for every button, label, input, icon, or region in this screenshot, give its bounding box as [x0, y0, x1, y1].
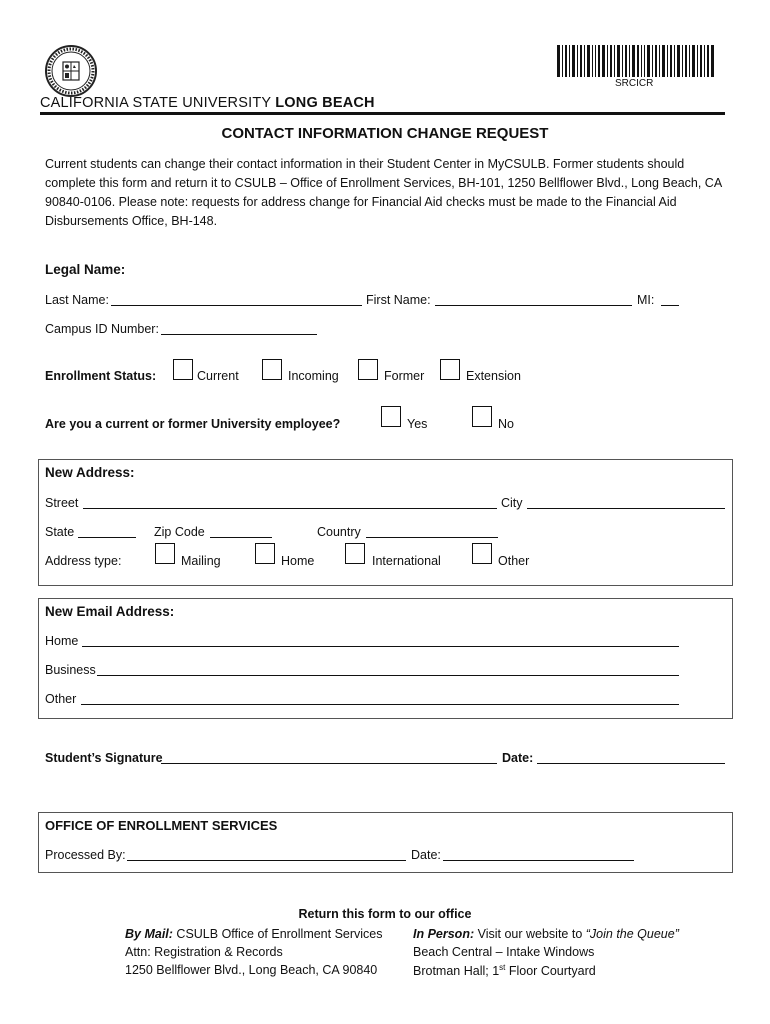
office-heading: OFFICE OF ENROLLMENT SERVICES: [45, 818, 278, 833]
last-name-field[interactable]: [111, 293, 362, 306]
mail-label: By Mail:: [125, 927, 173, 941]
address-type-label: Address type:: [45, 554, 122, 568]
university-seal: [45, 45, 97, 97]
university-name-regular: CALIFORNIA STATE UNIVERSITY: [40, 95, 276, 111]
intro-line-2: complete this form and return it to CSULB – Office of Enrollment Services, BH-101, 1250 Bellflower Blvd., Long Beach, CA: [45, 176, 723, 190]
enrollment-extension-label: Extension: [466, 369, 521, 383]
address-type-other-checkbox[interactable]: [472, 543, 492, 564]
enrollment-incoming-checkbox[interactable]: [262, 359, 282, 380]
signature-date-label: Date:: [502, 751, 534, 765]
processed-by-field[interactable]: [127, 848, 406, 861]
office-date-label: Date:: [411, 848, 441, 862]
enrollment-incoming-label: Incoming: [288, 369, 339, 383]
return-heading: Return this form to our office: [298, 907, 472, 921]
person-line-3: [413, 963, 596, 978]
campus-id-field[interactable]: [161, 322, 317, 335]
new-address-heading: New Address:: [45, 465, 135, 480]
email-home-label: Home: [45, 634, 79, 648]
person-line-2: Beach Central – Intake Windows: [413, 945, 595, 959]
address-type-home-label: Home: [281, 554, 315, 568]
zip-label: Zip Code: [154, 525, 205, 539]
person-line-3a: Brotman Hall; 1: [413, 964, 500, 979]
email-home-field[interactable]: [82, 634, 679, 647]
address-type-home-checkbox[interactable]: [255, 543, 275, 564]
header-rule: [40, 112, 725, 115]
mi-field[interactable]: [661, 293, 679, 306]
intro-line-3: 90840-0106. Please note: requests for address change for Financial Aid checks must be made to the Financial Aid: [45, 195, 677, 209]
signature-field[interactable]: [161, 751, 497, 764]
enrollment-status-label: Enrollment Status:: [45, 369, 157, 383]
office-date-field[interactable]: [443, 848, 634, 861]
address-type-international-checkbox[interactable]: [345, 543, 365, 564]
country-field[interactable]: [366, 525, 498, 538]
enrollment-current-label: Current: [197, 369, 239, 383]
enrollment-former-checkbox[interactable]: [358, 359, 378, 380]
enrollment-extension-checkbox[interactable]: [440, 359, 460, 380]
university-name-bold: LONG BEACH: [275, 95, 375, 111]
employee-question: Are you a current or former University employee?: [45, 417, 341, 431]
employee-no-checkbox[interactable]: [472, 406, 492, 427]
city-field[interactable]: [527, 496, 725, 509]
signature-label: Student’s Signature: [45, 751, 163, 765]
signature-date-field[interactable]: [537, 751, 725, 764]
street-label: Street: [45, 496, 79, 510]
street-field[interactable]: [83, 496, 497, 509]
state-label: State: [45, 525, 75, 539]
page-title: CONTACT INFORMATION CHANGE REQUEST: [221, 125, 549, 142]
mi-label: MI:: [637, 293, 655, 307]
employee-yes-label: Yes: [407, 417, 428, 431]
employee-yes-checkbox[interactable]: [381, 406, 401, 427]
mail-line-3: 1250 Bellflower Blvd., Long Beach, CA 90840: [125, 963, 378, 977]
person-label: In Person:: [413, 927, 475, 941]
email-other-field[interactable]: [81, 692, 679, 705]
legal-name-heading: Legal Name:: [45, 262, 126, 277]
email-business-field[interactable]: [97, 663, 679, 676]
processed-by-label: Processed By:: [45, 848, 126, 862]
intro-line-1: Current students can change their contact information in their Student Center in MyCSULB. Former students should: [45, 157, 685, 171]
intro-line-4: Disbursements Office, BH-148.: [45, 214, 218, 228]
mail-line-1: [125, 927, 383, 941]
address-type-mailing-checkbox[interactable]: [155, 543, 175, 564]
barcode-code: SRCICR: [615, 78, 654, 89]
join-queue-text: “Join the Queue”: [585, 927, 679, 941]
barcode: [557, 45, 714, 77]
person-line-1-text: Visit our website to: [474, 927, 586, 941]
first-name-label: First Name:: [366, 293, 431, 307]
country-label: Country: [317, 525, 361, 539]
address-type-other-label: Other: [498, 554, 530, 568]
university-name: [40, 95, 375, 111]
state-field[interactable]: [78, 525, 136, 538]
mail-line-2: Attn: Registration & Records: [125, 945, 283, 959]
address-type-mailing-label: Mailing: [181, 554, 221, 568]
city-label: City: [501, 496, 523, 510]
last-name-label: Last Name:: [45, 293, 109, 307]
new-email-heading: New Email Address:: [45, 604, 175, 619]
address-type-international-label: International: [372, 554, 441, 568]
person-line-3b: Floor Courtyard: [505, 964, 596, 979]
email-business-label: Business: [45, 663, 96, 677]
email-other-label: Other: [45, 692, 77, 706]
mail-line-1-text: CSULB Office of Enrollment Services: [172, 927, 383, 941]
enrollment-former-label: Former: [384, 369, 425, 383]
campus-id-label: Campus ID Number:: [45, 322, 159, 336]
employee-no-label: No: [498, 417, 514, 431]
person-line-3-sup: st: [499, 963, 506, 972]
first-name-field[interactable]: [435, 293, 632, 306]
person-line-1: [413, 927, 679, 941]
zip-field[interactable]: [210, 525, 272, 538]
enrollment-current-checkbox[interactable]: [173, 359, 193, 380]
